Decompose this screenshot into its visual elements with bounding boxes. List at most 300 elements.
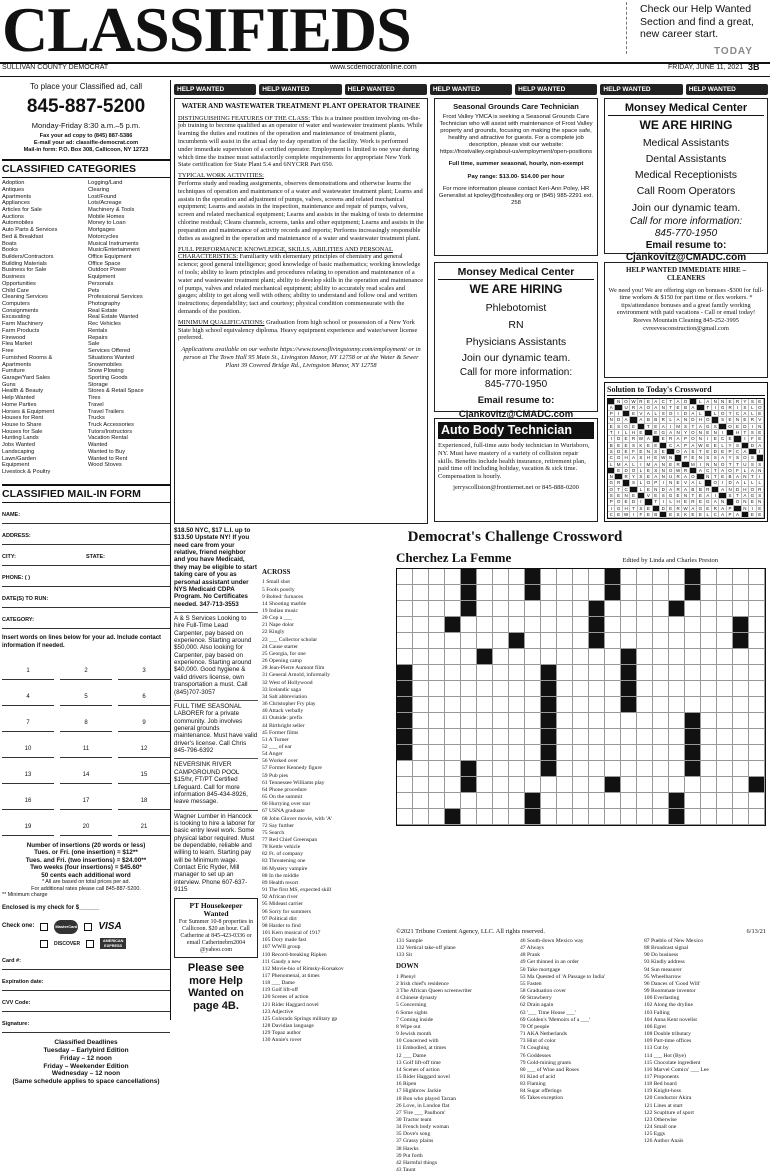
crossword-cell[interactable]: [605, 681, 621, 697]
crossword-cell[interactable]: [589, 777, 605, 793]
crossword-cell[interactable]: [685, 681, 701, 697]
word-line[interactable]: 17: [60, 786, 112, 810]
crossword-cell[interactable]: [397, 729, 413, 745]
crossword-cell[interactable]: [541, 697, 557, 713]
crossword-cell[interactable]: [493, 617, 509, 633]
crossword-cell[interactable]: [637, 617, 653, 633]
wtp-applications[interactable]: Applications available on our website https://www.townoflivingstonny.com/employment/ or in person at The Town Hall 95 Main St., Livingston Manor, NY 12758 or at the Water & Sewer Plant 39 Covered Bridge Rd., Livingston Manor, NY 12758: [181, 346, 421, 369]
crossword-cell[interactable]: [733, 745, 749, 761]
crossword-cell[interactable]: [733, 633, 749, 649]
crossword-cell[interactable]: [733, 777, 749, 793]
crossword-cell[interactable]: [573, 729, 589, 745]
crossword-cell[interactable]: [413, 569, 429, 585]
form-city[interactable]: [2, 554, 170, 566]
crossword-cell[interactable]: [493, 681, 509, 697]
crossword-cell[interactable]: [429, 633, 445, 649]
crossword-cell[interactable]: [669, 697, 685, 713]
crossword-cell[interactable]: [733, 713, 749, 729]
crossword-cell[interactable]: [493, 793, 509, 809]
crossword-cell[interactable]: [733, 809, 749, 825]
crossword-cell[interactable]: [525, 777, 541, 793]
crossword-cell[interactable]: [557, 585, 573, 601]
crossword-cell[interactable]: [605, 665, 621, 681]
crossword-cell[interactable]: [605, 633, 621, 649]
crossword-cell[interactable]: [397, 681, 413, 697]
crossword-cell[interactable]: [429, 601, 445, 617]
crossword-cell[interactable]: [717, 633, 733, 649]
crossword-cell[interactable]: [685, 601, 701, 617]
crossword-cell[interactable]: [557, 633, 573, 649]
crossword-cell[interactable]: [573, 617, 589, 633]
form-dates[interactable]: [2, 596, 170, 608]
crossword-cell[interactable]: [493, 761, 509, 777]
classified-phone[interactable]: 845-887-5200: [26, 95, 146, 117]
crossword-cell[interactable]: [573, 713, 589, 729]
crossword-cell[interactable]: [685, 665, 701, 681]
crossword-cell[interactable]: [573, 681, 589, 697]
expiration-field[interactable]: [2, 979, 170, 991]
crossword-cell[interactable]: [589, 697, 605, 713]
crossword-cell[interactable]: [557, 761, 573, 777]
word-line[interactable]: 12: [118, 734, 170, 758]
crossword-cell[interactable]: [605, 601, 621, 617]
crossword-cell[interactable]: [589, 585, 605, 601]
crossword-cell[interactable]: [573, 793, 589, 809]
crossword-cell[interactable]: [573, 649, 589, 665]
crossword-cell[interactable]: [733, 569, 749, 585]
crossword-cell[interactable]: [701, 681, 717, 697]
crossword-cell[interactable]: [749, 809, 765, 825]
crossword-cell[interactable]: [413, 713, 429, 729]
crossword-cell[interactable]: [413, 665, 429, 681]
crossword-cell[interactable]: [429, 761, 445, 777]
crossword-cell[interactable]: [653, 633, 669, 649]
crossword-cell[interactable]: [669, 777, 685, 793]
crossword-cell[interactable]: [701, 633, 717, 649]
crossword-cell[interactable]: [525, 793, 541, 809]
crossword-cell[interactable]: [749, 617, 765, 633]
crossword-cell[interactable]: [589, 633, 605, 649]
crossword-cell[interactable]: [637, 793, 653, 809]
crossword-cell[interactable]: [589, 601, 605, 617]
crossword-cell[interactable]: [477, 633, 493, 649]
crossword-cell[interactable]: [621, 697, 637, 713]
crossword-cell[interactable]: [637, 697, 653, 713]
crossword-cell[interactable]: [669, 729, 685, 745]
form-category[interactable]: [2, 617, 170, 629]
crossword-cell[interactable]: [749, 633, 765, 649]
crossword-cell[interactable]: [525, 729, 541, 745]
crossword-cell[interactable]: [525, 761, 541, 777]
crossword-cell[interactable]: [509, 809, 525, 825]
crossword-cell[interactable]: [509, 569, 525, 585]
crossword-cell[interactable]: [461, 633, 477, 649]
crossword-cell[interactable]: [477, 569, 493, 585]
crossword-cell[interactable]: [653, 745, 669, 761]
crossword-cell[interactable]: [509, 633, 525, 649]
crossword-cell[interactable]: [429, 569, 445, 585]
crossword-cell[interactable]: [733, 793, 749, 809]
crossword-cell[interactable]: [589, 745, 605, 761]
crossword-cell[interactable]: [621, 761, 637, 777]
crossword-cell[interactable]: [509, 777, 525, 793]
email-line[interactable]: E-mail your ad: classifie-democrat.com: [33, 140, 139, 147]
crossword-cell[interactable]: [477, 745, 493, 761]
crossword-cell[interactable]: [717, 745, 733, 761]
crossword-cell[interactable]: [669, 633, 685, 649]
crossword-cell[interactable]: [541, 569, 557, 585]
crossword-cell[interactable]: [653, 729, 669, 745]
crossword-cell[interactable]: [669, 569, 685, 585]
crossword-cell[interactable]: [749, 649, 765, 665]
crossword-cell[interactable]: [701, 745, 717, 761]
crossword-cell[interactable]: [461, 793, 477, 809]
crossword-cell[interactable]: [685, 745, 701, 761]
crossword-cell[interactable]: [429, 649, 445, 665]
word-line[interactable]: 5: [60, 682, 112, 706]
crossword-cell[interactable]: [445, 713, 461, 729]
crossword-cell[interactable]: [621, 729, 637, 745]
crossword-cell[interactable]: [445, 745, 461, 761]
crossword-cell[interactable]: [509, 729, 525, 745]
crossword-cell[interactable]: [413, 601, 429, 617]
crossword-cell[interactable]: [557, 569, 573, 585]
crossword-cell[interactable]: [557, 601, 573, 617]
crossword-cell[interactable]: [461, 601, 477, 617]
crossword-cell[interactable]: [509, 697, 525, 713]
crossword-cell[interactable]: [717, 601, 733, 617]
crossword-cell[interactable]: [493, 569, 509, 585]
crossword-cell[interactable]: [445, 569, 461, 585]
word-line[interactable]: 6: [118, 682, 170, 706]
crossword-cell[interactable]: [525, 601, 541, 617]
crossword-cell[interactable]: [557, 729, 573, 745]
crossword-cell[interactable]: [397, 793, 413, 809]
crossword-cell[interactable]: [397, 649, 413, 665]
crossword-cell[interactable]: [525, 633, 541, 649]
crossword-cell[interactable]: [493, 697, 509, 713]
crossword-cell[interactable]: [669, 761, 685, 777]
word-line[interactable]: 19: [2, 812, 54, 836]
crossword-cell[interactable]: [749, 681, 765, 697]
crossword-cell[interactable]: [509, 665, 525, 681]
crossword-cell[interactable]: [733, 697, 749, 713]
see-more-note[interactable]: Please see more Help Wanted on page 4B.: [187, 962, 245, 1013]
crossword-cell[interactable]: [605, 617, 621, 633]
crossword-cell[interactable]: [461, 681, 477, 697]
crossword-cell[interactable]: [429, 777, 445, 793]
crossword-cell[interactable]: [605, 569, 621, 585]
crossword-cell[interactable]: [509, 585, 525, 601]
crossword-cell[interactable]: [589, 809, 605, 825]
crossword-cell[interactable]: [621, 777, 637, 793]
crossword-cell[interactable]: [397, 633, 413, 649]
check-line[interactable]: Enclosed is my check for $______: [2, 904, 100, 911]
crossword-cell[interactable]: [525, 745, 541, 761]
form-phone[interactable]: [2, 575, 170, 587]
crossword-cell[interactable]: [573, 665, 589, 681]
word-line[interactable]: 20: [60, 812, 112, 836]
crossword-cell[interactable]: [749, 745, 765, 761]
crossword-cell[interactable]: [493, 729, 509, 745]
crossword-cell[interactable]: [733, 601, 749, 617]
crossword-cell[interactable]: [397, 585, 413, 601]
crossword-cell[interactable]: [605, 585, 621, 601]
crossword-cell[interactable]: [557, 745, 573, 761]
crossword-cell[interactable]: [445, 809, 461, 825]
crossword-cell[interactable]: [477, 665, 493, 681]
crossword-cell[interactable]: [685, 633, 701, 649]
crossword-cell[interactable]: [653, 793, 669, 809]
crossword-cell[interactable]: [509, 681, 525, 697]
crossword-cell[interactable]: [605, 745, 621, 761]
crossword-cell[interactable]: [669, 681, 685, 697]
crossword-cell[interactable]: [685, 649, 701, 665]
crossword-cell[interactable]: [397, 713, 413, 729]
crossword-cell[interactable]: [605, 697, 621, 713]
signature-field[interactable]: [2, 1021, 170, 1033]
crossword-cell[interactable]: [589, 761, 605, 777]
website[interactable]: www.scdemocratonline.com: [330, 64, 417, 71]
crossword-cell[interactable]: [541, 585, 557, 601]
crossword-cell[interactable]: [749, 697, 765, 713]
crossword-cell[interactable]: [445, 793, 461, 809]
crossword-cell[interactable]: [461, 585, 477, 601]
crossword-cell[interactable]: [429, 681, 445, 697]
crossword-cell[interactable]: [637, 713, 653, 729]
word-line[interactable]: 14: [60, 760, 112, 784]
crossword-cell[interactable]: [477, 601, 493, 617]
crossword-cell[interactable]: [717, 569, 733, 585]
crossword-cell[interactable]: [685, 777, 701, 793]
crossword-cell[interactable]: [589, 665, 605, 681]
crossword-cell[interactable]: [509, 761, 525, 777]
crossword-cell[interactable]: [445, 649, 461, 665]
crossword-cell[interactable]: [477, 585, 493, 601]
crossword-cell[interactable]: [461, 777, 477, 793]
crossword-cell[interactable]: [557, 777, 573, 793]
crossword-cell[interactable]: [493, 777, 509, 793]
crossword-cell[interactable]: [669, 585, 685, 601]
crossword-cell[interactable]: [413, 777, 429, 793]
crossword-cell[interactable]: [669, 601, 685, 617]
crossword-cell[interactable]: [477, 617, 493, 633]
crossword-cell[interactable]: [749, 601, 765, 617]
crossword-cell[interactable]: [461, 697, 477, 713]
crossword-cell[interactable]: [669, 745, 685, 761]
crossword-cell[interactable]: [525, 585, 541, 601]
word-line[interactable]: 10: [2, 734, 54, 758]
crossword-cell[interactable]: [413, 745, 429, 761]
crossword-cell[interactable]: [605, 809, 621, 825]
crossword-cell[interactable]: [573, 777, 589, 793]
crossword-cell[interactable]: [509, 793, 525, 809]
crossword-cell[interactable]: [685, 793, 701, 809]
crossword-cell[interactable]: [541, 713, 557, 729]
word-line[interactable]: 15: [118, 760, 170, 784]
crossword-cell[interactable]: [621, 617, 637, 633]
crossword-cell[interactable]: [509, 617, 525, 633]
word-line[interactable]: 7: [2, 708, 54, 732]
crossword-cell[interactable]: [397, 601, 413, 617]
crossword-cell[interactable]: [605, 713, 621, 729]
crossword-cell[interactable]: [653, 601, 669, 617]
crossword-cell[interactable]: [429, 617, 445, 633]
crossword-cell[interactable]: [653, 585, 669, 601]
crossword-cell[interactable]: [413, 585, 429, 601]
crossword-cell[interactable]: [541, 777, 557, 793]
crossword-cell[interactable]: [621, 713, 637, 729]
crossword-cell[interactable]: [669, 809, 685, 825]
crossword-cell[interactable]: [717, 681, 733, 697]
crossword-cell[interactable]: [733, 681, 749, 697]
crossword-cell[interactable]: [445, 697, 461, 713]
word-line[interactable]: 11: [60, 734, 112, 758]
crossword-cell[interactable]: [621, 809, 637, 825]
crossword-cell[interactable]: [669, 793, 685, 809]
crossword-cell[interactable]: [509, 713, 525, 729]
crossword-cell[interactable]: [541, 633, 557, 649]
form-address[interactable]: [2, 533, 170, 545]
crossword-cell[interactable]: [637, 761, 653, 777]
crossword-cell[interactable]: [413, 761, 429, 777]
crossword-cell[interactable]: [477, 793, 493, 809]
crossword-cell[interactable]: [429, 665, 445, 681]
word-line[interactable]: 1: [2, 656, 54, 680]
crossword-cell[interactable]: [637, 585, 653, 601]
crossword-cell[interactable]: [637, 569, 653, 585]
crossword-cell[interactable]: [461, 809, 477, 825]
crossword-cell[interactable]: [653, 809, 669, 825]
crossword-cell[interactable]: [621, 633, 637, 649]
crossword-cell[interactable]: [477, 777, 493, 793]
crossword-cell[interactable]: [589, 649, 605, 665]
crossword-cell[interactable]: [733, 585, 749, 601]
crossword-cell[interactable]: [461, 713, 477, 729]
crossword-cell[interactable]: [541, 809, 557, 825]
crossword-cell[interactable]: [621, 649, 637, 665]
crossword-cell[interactable]: [525, 617, 541, 633]
word-line[interactable]: 21: [118, 812, 170, 836]
crossword-cell[interactable]: [461, 665, 477, 681]
auto-contact[interactable]: jerryscollision@frontiernet.net or 845-888-0200: [453, 483, 579, 491]
crossword-cell[interactable]: [525, 681, 541, 697]
crossword-cell[interactable]: [637, 601, 653, 617]
crossword-cell[interactable]: [717, 809, 733, 825]
crossword-cell[interactable]: [621, 793, 637, 809]
crossword-cell[interactable]: [557, 617, 573, 633]
crossword-cell[interactable]: [397, 761, 413, 777]
crossword-cell[interactable]: [685, 809, 701, 825]
crossword-cell[interactable]: [397, 665, 413, 681]
crossword-cell[interactable]: [653, 665, 669, 681]
crossword-cell[interactable]: [445, 729, 461, 745]
crossword-cell[interactable]: [557, 713, 573, 729]
crossword-cell[interactable]: [637, 777, 653, 793]
crossword-cell[interactable]: [445, 761, 461, 777]
crossword-cell[interactable]: [429, 585, 445, 601]
crossword-cell[interactable]: [493, 713, 509, 729]
crossword-cell[interactable]: [525, 649, 541, 665]
visa-checkbox[interactable]: [84, 923, 92, 931]
crossword-cell[interactable]: [637, 649, 653, 665]
crossword-cell[interactable]: [637, 809, 653, 825]
crossword-cell[interactable]: [477, 697, 493, 713]
crossword-cell[interactable]: [733, 729, 749, 745]
crossword-cell[interactable]: [429, 745, 445, 761]
crossword-cell[interactable]: [461, 761, 477, 777]
crossword-cell[interactable]: [541, 761, 557, 777]
crossword-cell[interactable]: [605, 761, 621, 777]
cvv-field[interactable]: [2, 1000, 170, 1012]
crossword-cell[interactable]: [717, 713, 733, 729]
crossword-cell[interactable]: [493, 745, 509, 761]
crossword-cell[interactable]: [717, 777, 733, 793]
crossword-cell[interactable]: [445, 585, 461, 601]
crossword-cell[interactable]: [701, 697, 717, 713]
crossword-cell[interactable]: [717, 793, 733, 809]
crossword-cell[interactable]: [461, 649, 477, 665]
crossword-cell[interactable]: [573, 809, 589, 825]
crossword-cell[interactable]: [573, 585, 589, 601]
crossword-cell[interactable]: [397, 617, 413, 633]
crossword-cell[interactable]: [589, 729, 605, 745]
crossword-cell[interactable]: [749, 729, 765, 745]
crossword-cell[interactable]: [461, 729, 477, 745]
crossword-cell[interactable]: [397, 745, 413, 761]
crossword-cell[interactable]: [525, 697, 541, 713]
crossword-cell[interactable]: [477, 713, 493, 729]
crossword-cell[interactable]: [557, 809, 573, 825]
crossword-cell[interactable]: [749, 777, 765, 793]
discover-checkbox[interactable]: [40, 940, 48, 948]
crossword-cell[interactable]: [717, 585, 733, 601]
monsey1-phone[interactable]: 845-770-1950: [654, 227, 718, 239]
crossword-cell[interactable]: [573, 745, 589, 761]
crossword-cell[interactable]: [477, 729, 493, 745]
word-line[interactable]: 3: [118, 656, 170, 680]
crossword-cell[interactable]: [685, 697, 701, 713]
crossword-cell[interactable]: [429, 809, 445, 825]
crossword-cell[interactable]: [525, 809, 541, 825]
mastercard-checkbox[interactable]: [40, 923, 48, 931]
crossword-cell[interactable]: [477, 809, 493, 825]
crossword-cell[interactable]: [445, 777, 461, 793]
crossword-cell[interactable]: [493, 585, 509, 601]
crossword-cell[interactable]: [413, 633, 429, 649]
crossword-cell[interactable]: [653, 777, 669, 793]
crossword-cell[interactable]: [621, 745, 637, 761]
crossword-cell[interactable]: [701, 777, 717, 793]
crossword-cell[interactable]: [637, 633, 653, 649]
crossword-cell[interactable]: [541, 601, 557, 617]
crossword-cell[interactable]: [621, 569, 637, 585]
crossword-cell[interactable]: [477, 649, 493, 665]
crossword-cell[interactable]: [397, 697, 413, 713]
crossword-cell[interactable]: [669, 617, 685, 633]
crossword-cell[interactable]: [605, 777, 621, 793]
crossword-cell[interactable]: [445, 617, 461, 633]
crossword-cell[interactable]: [589, 569, 605, 585]
crossword-cell[interactable]: [653, 761, 669, 777]
crossword-cell[interactable]: [541, 745, 557, 761]
crossword-cell[interactable]: [717, 649, 733, 665]
crossword-cell[interactable]: [541, 729, 557, 745]
crossword-cell[interactable]: [701, 713, 717, 729]
crossword-cell[interactable]: [749, 713, 765, 729]
crossword-cell[interactable]: [525, 665, 541, 681]
crossword-cell[interactable]: [445, 665, 461, 681]
